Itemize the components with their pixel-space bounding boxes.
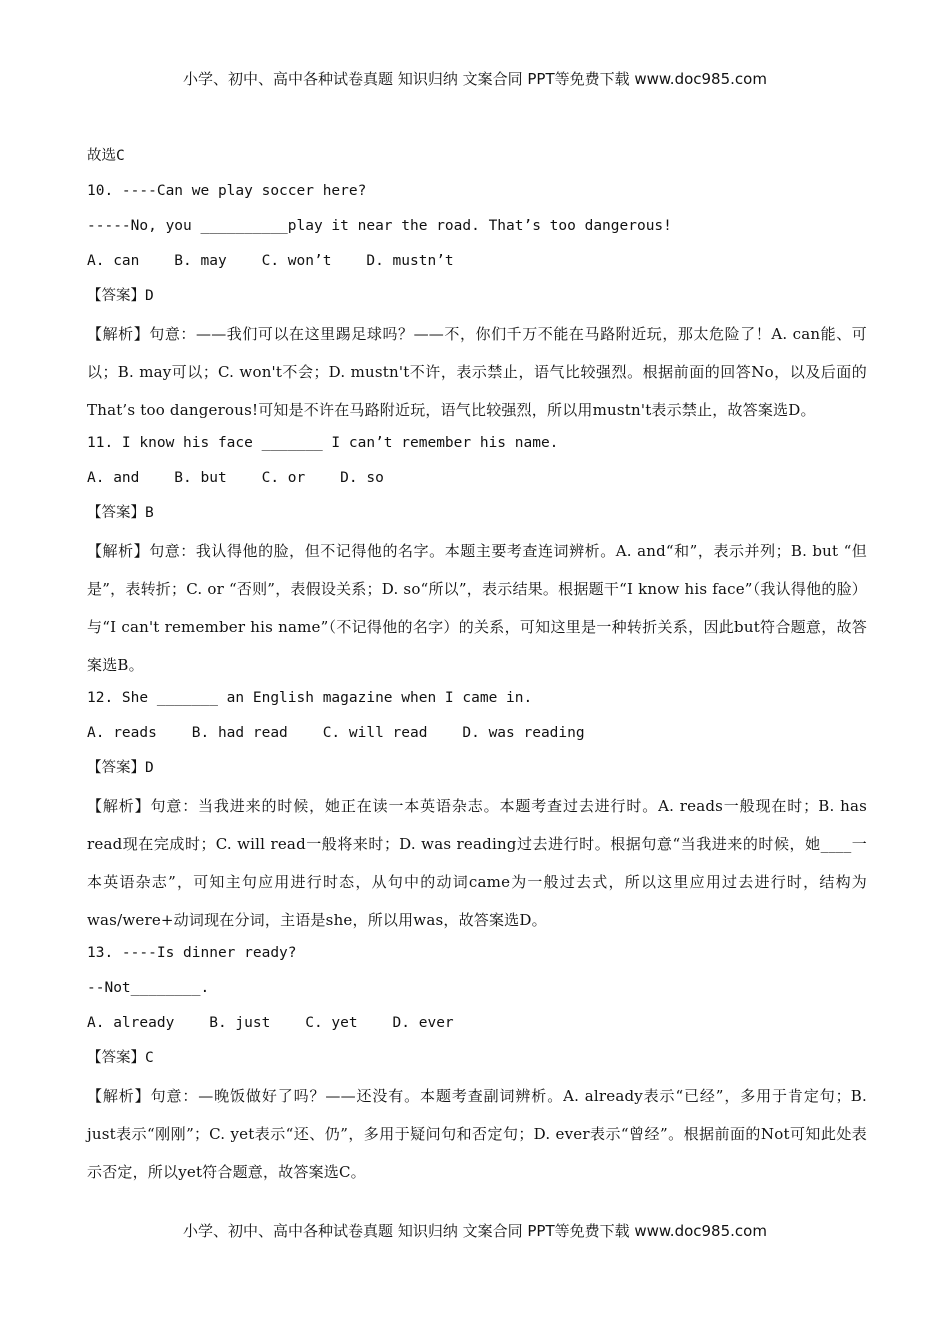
page-header: 小学、初中、高中各种试卷真题 知识归纳 文案合同 PPT等免费下载 www.doc985.com bbox=[183, 70, 767, 88]
q10-reply: -----No, you __________play it near the road. That’s too dangerous! bbox=[87, 218, 672, 234]
q13-stem: 13. ----Is dinner ready? bbox=[87, 945, 297, 961]
q10-stem: 10. ----Can we play soccer here? bbox=[87, 183, 367, 199]
q13-answer: 【答案】C bbox=[87, 1050, 154, 1066]
document-body bbox=[87, 146, 867, 1195]
q11-answer: 【答案】B bbox=[87, 505, 154, 521]
q12-analysis: 【解析】句意：当我进来的时候，她正在读一本英语杂志。本题考查过去进行时。A. reads一般现在时；B. has read现在完成时；C. will read一般将来时；D. was reading过去进行时。根据句意“当我进来的时候，她____一本英语杂志”，可知主句应用进行时态，从句中的动词came为一般过去式，所以这里应用过去进行时，结构为was/were+动词现在分词，主语是she，所以用was，故答案选D。 bbox=[87, 797, 867, 929]
q10-analysis: 【解析】句意：——我们可以在这里踢足球吗？——不，你们千万不能在马路附近玩，那太危险了！A. can能、可以；B. may可以；C. won't不会；D. mustn't不许，表示禁止，语气比较强烈。根据前面的回答No，以及后面的That’s too dangerous!可知是不许在马路附近玩，语气比较强烈，所以用mustn't表示禁止，故答案选D。 bbox=[87, 325, 867, 419]
q13-analysis: 【解析】句意：—晚饭做好了吗？——还没有。本题考查副词辨析。A. already表示“已经”，多用于肯定句；B. just表示“刚刚”；C. yet表示“还、仍”，多用于疑问句和否定句；D. ever表示“曾经”。根据前面的Not可知此处表示否定，所以yet符合题意，故答案选C。 bbox=[87, 1087, 867, 1181]
page-footer: 小学、初中、高中各种试卷真题 知识归纳 文案合同 PPT等免费下载 www.doc985.com bbox=[183, 1222, 767, 1240]
q10-options: A. can B. may C. won’t D. mustn’t bbox=[87, 253, 454, 269]
q10-answer: 【答案】D bbox=[87, 288, 154, 304]
q12-options: A. reads B. had read C. will read D. was reading bbox=[87, 725, 585, 741]
q11-stem: 11. I know his face _______ I can’t remember his name. bbox=[87, 435, 559, 451]
q12-stem: 12. She _______ an English magazine when I came in. bbox=[87, 690, 533, 706]
q11-analysis: 【解析】句意：我认得他的脸，但不记得他的名字。本题主要考查连词辨析。A. and“和”，表示并列；B. but “但是”，表转折；C. or “否则”，表假设关系；D. so“所以”，表示结果。根据题干“I know his face”（我认得他的脸）与“I can't remember his name”（不记得他的名字）的关系，可知这里是一种转折关系，因此but符合题意，故答案选B。 bbox=[87, 542, 867, 674]
q13-options: A. already B. just C. yet D. ever bbox=[87, 1015, 454, 1031]
q12-answer: 【答案】D bbox=[87, 760, 154, 776]
q13-reply: --Not________. bbox=[87, 980, 210, 996]
prev-answer-line: 故选C bbox=[87, 148, 125, 164]
q11-options: A. and B. but C. or D. so bbox=[87, 470, 384, 486]
